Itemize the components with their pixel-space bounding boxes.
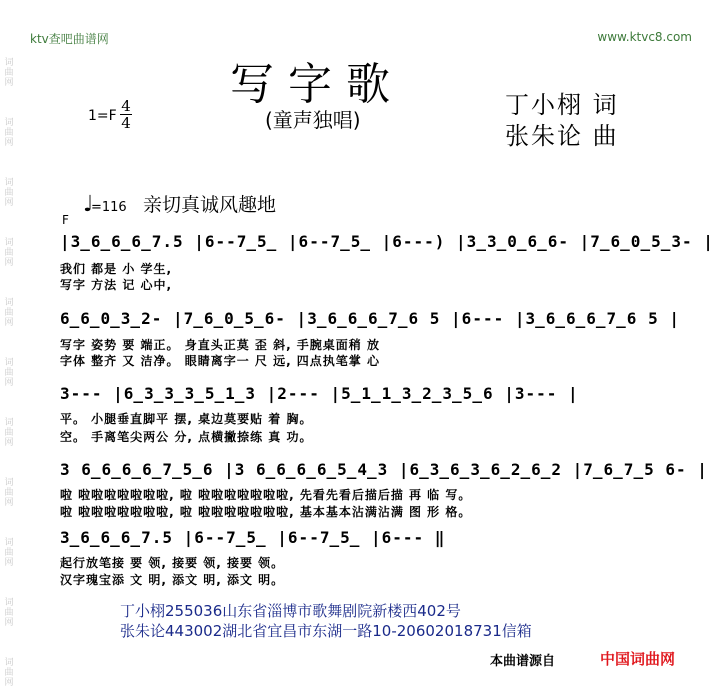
- tempo-marking: =116: [91, 200, 127, 215]
- score-row-2-lyric-1: 写字 姿势 要 端正。 身直头正莫 歪 斜, 手腕桌面稍 放: [60, 338, 380, 352]
- watermark-block: 词 曲 网: [4, 658, 14, 688]
- score-row-2-lyric-2: 字体 整齐 又 洁净。 眼睛离字一 尺 远, 四点执笔掌 心: [60, 354, 380, 368]
- watermark-block: 词 曲 网: [4, 118, 14, 148]
- song-title: 写字歌: [230, 59, 404, 110]
- score-row-3-staff: 3--- |6̲3̲3̲3̲5̲1̲3 |2--- |5̲1̲1̲3̲2̲3̲5̲6 |3--- |: [60, 384, 579, 403]
- score-row-4-staff: 3 6̲6̲6̲6̲7̲5̲6 |3 6̲6̲6̲6̲5̲4̲3 |6̲3̲6̲3̲6̲2̲6̲2 |7̲6̲7̲5 6- |: [60, 460, 708, 479]
- score-row-4-lyric-1: 啦 啦啦啦啦啦啦啦, 啦 啦啦啦啦啦啦啦, 先看先看后描后描 再 临 写。: [60, 488, 472, 502]
- score-row-1-lyric-2: 写字 方法 记 心中,: [60, 278, 173, 292]
- site-name-left[interactable]: ktv查吧曲谱网: [30, 32, 109, 46]
- song-subtitle: (童声独唱): [265, 108, 361, 132]
- score-row-5-lyric-2: 汉字瑰宝添 文 明, 添文 明, 添文 明。: [60, 573, 285, 587]
- expression-marking: 亲切真诚风趣地: [143, 194, 277, 216]
- key-signature: 1=F: [88, 108, 117, 124]
- watermark-block: 词 曲 网: [4, 538, 14, 568]
- watermark-block: 词 曲 网: [4, 478, 14, 508]
- score-row-5-staff: 3̲6̲6̲6̲7.5 |6--7̲5̲ |6--7̲5̲ |6--- ‖: [60, 528, 446, 547]
- composer-credit: 张朱论 曲: [505, 122, 619, 150]
- lyricist-credit: 丁小栩 词: [505, 91, 619, 119]
- composer-address: 张朱论443002湖北省宜昌市东湖一路10-20602018731信箱: [120, 622, 532, 640]
- watermark-block: 词 曲 网: [4, 598, 14, 628]
- score-row-1-lyric-1: 我们 都是 小 学生,: [60, 262, 173, 276]
- watermark-block: 词 曲 网: [4, 298, 14, 328]
- source-label: 本曲谱源自: [490, 654, 556, 669]
- dynamic-marking: F: [62, 213, 69, 227]
- score-row-3-lyric-2: 空。 手离笔尖两公 分, 点横撇捺练 真 功。: [60, 430, 313, 444]
- source-site-link[interactable]: 中国词曲网: [600, 650, 676, 668]
- time-signature-top: 4: [121, 97, 131, 115]
- lyricist-address: 丁小栩255036山东省淄博市歌舞剧院新楼西402号: [120, 602, 461, 620]
- watermark-block: 词 曲 网: [4, 418, 14, 448]
- score-row-3-lyric-1: 平。 小腿垂直脚平 摆, 桌边莫要贴 着 胸。: [60, 412, 313, 426]
- site-url-right[interactable]: www.ktvc8.com: [597, 30, 692, 44]
- watermark-block: 词 曲 网: [4, 58, 14, 88]
- quarter-note-icon: ♩: [83, 192, 94, 217]
- score-row-5-lyric-1: 起行放笔接 要 领, 接要 领, 接要 领。: [60, 556, 285, 570]
- watermark-block: 词 曲 网: [4, 358, 14, 388]
- score-row-2-staff: 6̲6̲0̲3̲2- |7̲6̲0̲5̲6- |3̲6̲6̲6̲7̲6 5 |6--- |3̲6̲6̲6̲7̲6 5 |: [60, 309, 680, 328]
- watermark-block: 词 曲 网: [4, 238, 14, 268]
- time-signature: [120, 98, 132, 131]
- score-row-1-staff: |3̲6̲6̲6̲7.5 |6--7̲5̲ |6--7̲5̲ |6---) |3̲3̲0̲6̲6- |7̲6̲0̲5̲3- |: [60, 232, 714, 251]
- time-signature-bottom: 4: [121, 114, 131, 132]
- score-row-4-lyric-2: 啦 啦啦啦啦啦啦啦, 啦 啦啦啦啦啦啦啦, 基本基本沾满沾满 图 形 格。: [60, 505, 472, 519]
- watermark-block: 词 曲 网: [4, 178, 14, 208]
